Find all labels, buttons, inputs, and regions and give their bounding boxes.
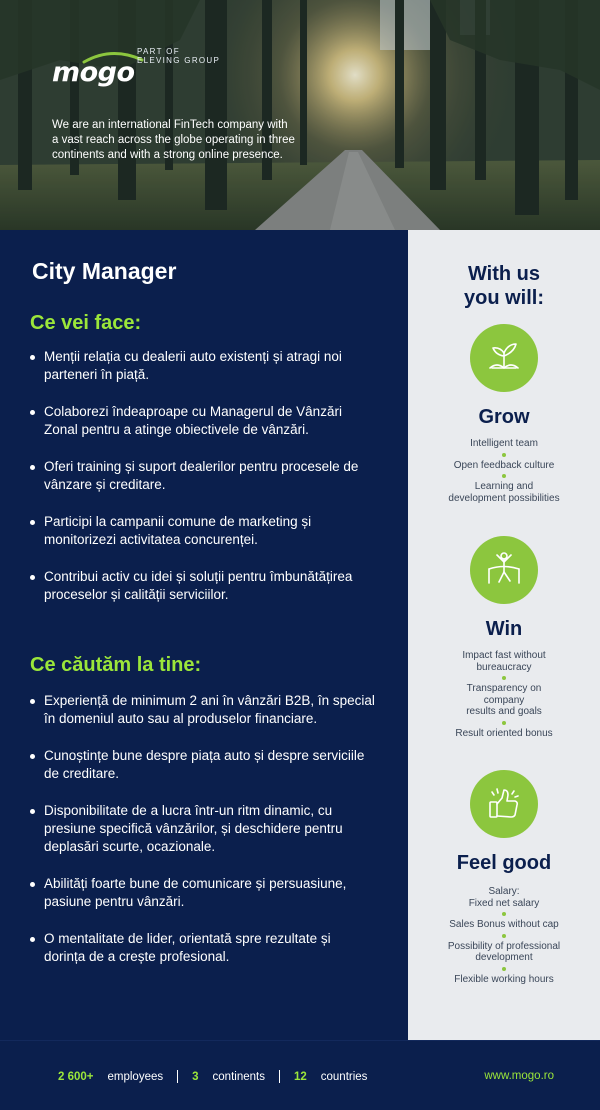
bullet-dot — [408, 471, 600, 481]
benefit-item: Salary: — [488, 886, 520, 897]
list-item: Contribui activ cu idei și soluții pentru îmbunătățirea proceselor și calității serviciilor. — [30, 568, 375, 604]
benefit-list-feel-good — [408, 886, 600, 985]
bullet-dot — [408, 964, 600, 974]
benefit-item: bureaucracy — [476, 661, 532, 673]
benefit-title-feel-good: Feel good — [456, 852, 552, 874]
bullet-dot — [408, 931, 600, 941]
logo-tagline-line-2: ELEVING GROUP — [137, 56, 221, 65]
stat-continents-number: 3 — [192, 1070, 199, 1083]
requirements-list — [30, 692, 375, 966]
benefit-item: company — [483, 694, 525, 706]
thumbs-up-icon — [470, 770, 538, 838]
list-item: Oferi training și suport dealerilor pentru procesele de vânzare și creditare. — [30, 458, 375, 494]
bullet-dot — [408, 450, 600, 460]
benefit-item: Open feedback culture — [453, 459, 555, 471]
logo-wordmark: mogo — [52, 57, 135, 88]
benefit-title-grow: Grow — [478, 406, 530, 428]
responsibilities-list — [30, 348, 375, 604]
logo-group-tagline — [137, 47, 237, 65]
logo-arc-icon — [82, 50, 144, 64]
divider — [177, 1070, 178, 1083]
hero-banner — [0, 0, 600, 230]
mogo-logo[interactable] — [52, 58, 135, 88]
benefit-item: development possibilities — [448, 492, 560, 504]
finish-line-icon — [470, 536, 538, 604]
list-item: Disponibilitate de a lucra într-un ritm dinamic, cu presiune specifică vânzărilor, și deschidere pentru deplasări scurte, ocazionale. — [30, 802, 375, 856]
job-details-panel — [0, 230, 408, 1040]
benefit-title-win: Win — [485, 618, 523, 640]
footer-bar — [0, 1040, 600, 1110]
website-link[interactable]: www.mogo.ro — [484, 1070, 554, 1082]
list-item: Colaborezi îndeaproape cu Managerul de Vânzări Zonal pentru a atinge obiectivele de vânzări. — [30, 403, 375, 439]
benefit-item: Transparency on — [466, 683, 542, 694]
list-item: Participi la campanii comune de marketing și monitorizezi activitatea concurenței. — [30, 513, 375, 549]
bullet-dot — [408, 909, 600, 919]
benefit-item: Fixed net salary — [468, 897, 540, 909]
job-title: City Manager — [32, 258, 177, 284]
benefit-list-win — [408, 650, 600, 739]
list-item: O mentalitate de lider, orientată spre rezultate și dorința de a crește profesional. — [30, 930, 375, 966]
benefits-panel — [408, 230, 600, 1040]
stat-countries-number: 12 — [293, 1070, 307, 1083]
benefits-heading — [408, 262, 600, 310]
benefit-item: Intelligent team — [470, 438, 538, 449]
responsibilities-heading: Ce vei face: — [30, 312, 142, 334]
logo-tagline-line-1: PART OF — [137, 47, 180, 56]
list-item: Menții relația cu dealerii auto existenți și atragi noi parteneri în piață. — [30, 348, 375, 384]
list-item: Cunoștințe bune despre piața auto și despre serviciile de creditare. — [30, 747, 375, 783]
company-stats — [58, 1070, 367, 1083]
list-item: Abilități foarte bune de comunicare și persuasiune, pasiune pentru vânzări. — [30, 875, 375, 911]
benefit-item: Possibility of professional — [447, 940, 561, 952]
benefit-item: Flexible working hours — [454, 973, 554, 985]
forest-road-photo — [0, 0, 600, 230]
requirements-heading: Ce căutăm la tine: — [30, 654, 202, 676]
stat-employees-number: 2 600+ — [58, 1070, 94, 1083]
divider — [279, 1070, 280, 1083]
stat-employees-label: employees — [107, 1070, 164, 1083]
benefit-item: Learning and — [474, 481, 534, 492]
benefit-list-grow — [408, 438, 600, 504]
company-description: We are an international FinTech company with a vast reach across the globe operating in three continents and with a strong online presence. — [52, 119, 295, 161]
benefit-item: Impact fast without — [462, 650, 546, 661]
benefit-item: Result oriented bonus — [455, 727, 553, 739]
bullet-dot — [408, 718, 600, 728]
benefit-item: Sales Bonus without cap — [449, 919, 559, 930]
bullet-dot — [408, 673, 600, 683]
plant-icon — [470, 324, 538, 392]
benefit-item: development — [475, 952, 533, 963]
benefit-item: results and goals — [466, 706, 542, 717]
list-item: Experiență de minimum 2 ani în vânzări B2B, în special în domeniul auto sau al produselor financiare. — [30, 692, 375, 728]
benefits-heading-line-2: you will: — [464, 287, 544, 309]
stat-countries-label: countries — [320, 1070, 368, 1083]
stat-continents-label: continents — [212, 1070, 265, 1083]
benefits-heading-line-1: With us — [467, 263, 541, 285]
